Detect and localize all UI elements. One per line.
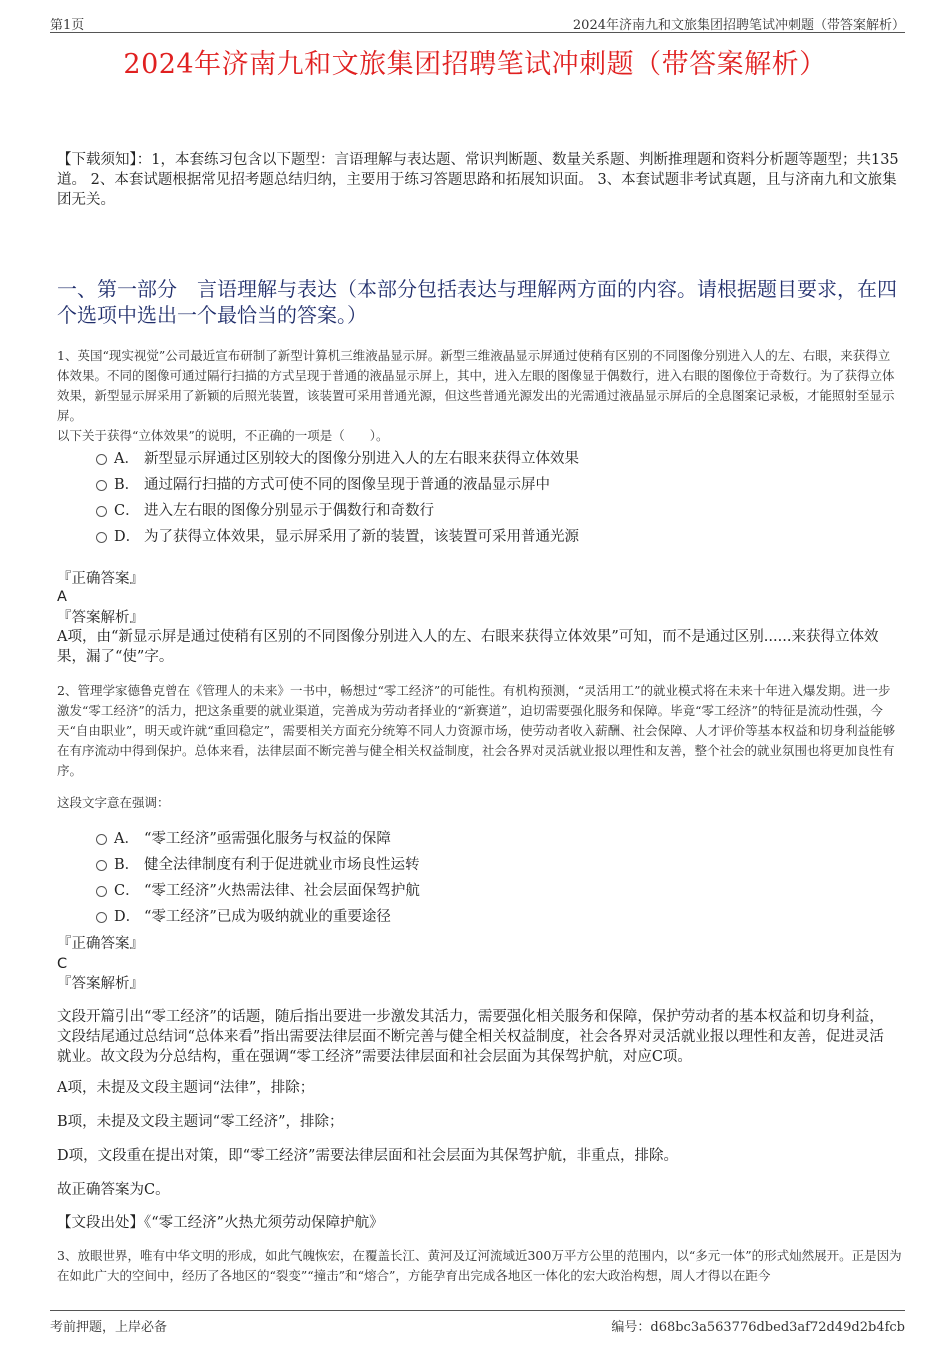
analysis-text: 文段开篇引出“零工经济”的话题，随后指出要进一步激发其活力，需要强化相关服务和保障，保护劳动者的基本权益和切身利益，文段结尾通过总结词“总体来看”指出需要法律层面不断完善与健全相关权益制度，社会各界对灵活就业报以理性和友善，促进灵活就业。故文段为分总结构，重在强调“零工经济”需要法律层面和社会层面为其保驾护航，对应C项。 bbox=[57, 1009, 884, 1065]
option-text: 新型显示屏通过区别较大的图像分别进入人的左右眼来获得立体效果 bbox=[144, 451, 579, 467]
download-notice: 【下载须知】：1，本套练习包含以下题型：言语理解与表达题、常识判断题、数量关系题、判断推理题和资料分析题等题型；共135道。 2、本套试题根据常见招考题总结归纳，主要用于练习答题思路和拓展知识面。 3、本套试题非考试真题，且与济南九和文旅集团无关。 bbox=[57, 152, 899, 208]
question-1-stem: 1、英国“现实视觉”公司最近宣布研制了新型计算机三维液晶显示屏。新型三维液晶显示屏通过使稍有区别的不同图像分别进入人的左、右眼，来获得立体效果。不同的图像可通过隔行扫描的方式呈现于普通的液晶显示屏上，其中，进入左眼的图像显于偶数行，进入右眼的图像位于奇数行。为了获得立体效果，新型显示屏采用了新颖的后照光装置，该装置可采用普通光源，但这些普通光源发出的光需通过液晶显示屏后的全息图案记录板，才能照射至显示屏。 bbox=[57, 348, 895, 423]
radio-icon[interactable] bbox=[96, 912, 107, 923]
question-2-prompt: 这段文字意在强调： bbox=[57, 795, 170, 810]
option-d[interactable] bbox=[96, 904, 896, 930]
question-1-options bbox=[96, 446, 896, 550]
question-2-options bbox=[96, 826, 896, 930]
option-letter: A． bbox=[114, 831, 139, 847]
option-b[interactable] bbox=[96, 852, 896, 878]
analysis-option-b: B项，未提及文段主题词“零工经济”，排除； bbox=[57, 1114, 344, 1130]
option-text: 健全法律制度有利于促进就业市场良性运转 bbox=[144, 857, 420, 873]
footer-slogan: 考前押题，上岸必备 bbox=[50, 1320, 168, 1335]
question-2-stem: 2、管理学家德鲁克曾在《管理人的未来》一书中，畅想过“零工经济”的可能性。有机构预测，“灵活用工”的就业模式将在未来十年进入爆发期。进一步激发“零工经济”的活力，把这条重要的就业渠道，完善成为劳动者择业的“新赛道”，迫切需要强化服务和保障。毕竟“零工经济”的特征是流动性强，今天“自由职业”，明天或许就“重回稳定”，需要相关方面充分统筹不同人力资源市场，使劳动者收入薪酬、社会保障、人才评价等基本权益和切身利益能够在有序流动中得到保护。总体来看，法律层面不断完善与健全相关权益制度，社会各界对灵活就业报以理性和友善，整个社会的就业氛围也将更加良性有序。 bbox=[57, 683, 896, 778]
page-footer bbox=[50, 1310, 905, 1335]
radio-icon[interactable] bbox=[96, 480, 107, 491]
answer-label: 『正确答案』 bbox=[57, 571, 144, 587]
option-letter: C． bbox=[114, 503, 140, 519]
page-title: 2024年济南九和文旅集团招聘笔试冲刺题（带答案解析） bbox=[123, 49, 827, 80]
option-a[interactable] bbox=[96, 826, 896, 852]
option-text: “零工经济”已成为吸纳就业的重要途径 bbox=[144, 909, 391, 925]
option-letter: B． bbox=[114, 857, 140, 873]
option-text: “零工经济”亟需强化服务与权益的保障 bbox=[144, 831, 391, 847]
option-d[interactable] bbox=[96, 524, 896, 550]
answer-value: A bbox=[57, 589, 67, 605]
analysis-label: 『答案解析』 bbox=[57, 976, 144, 992]
option-a[interactable] bbox=[96, 446, 896, 472]
analysis-option-a: A项，未提及文段主题词“法律”，排除； bbox=[57, 1080, 315, 1096]
radio-icon[interactable] bbox=[96, 834, 107, 845]
option-c[interactable] bbox=[96, 498, 896, 524]
page-number: 第1页 bbox=[50, 18, 85, 33]
radio-icon[interactable] bbox=[96, 886, 107, 897]
analysis-conclusion: 故正确答案为C。 bbox=[57, 1182, 170, 1198]
option-c[interactable] bbox=[96, 878, 896, 904]
answer-value: C bbox=[57, 956, 68, 972]
option-text: 通过隔行扫描的方式可使不同的图像呈现于普通的液晶显示屏中 bbox=[144, 477, 550, 493]
radio-icon[interactable] bbox=[96, 506, 107, 517]
radio-icon[interactable] bbox=[96, 860, 107, 871]
question-3-stem: 3、放眼世界，唯有中华文明的形成，如此气魄恢宏，在覆盖长江、黄河及辽河流域近300万平方公里的范围内，以“多元一体”的形式灿然展开。正是因为在如此广大的空间中，经历了各地区的“裂变”“撞击”和“熔合”，方能孕育出完成各地区一体化的宏大政治构想，周人才得以在距今 bbox=[57, 1248, 902, 1283]
option-b[interactable] bbox=[96, 472, 896, 498]
option-letter: D． bbox=[114, 909, 141, 925]
option-text: “零工经济”火热需法律、社会层面保驾护航 bbox=[144, 883, 420, 899]
footer-code: 编号：d68bc3a563776dbed3af72d49d2b4fcb bbox=[611, 1320, 905, 1335]
radio-icon[interactable] bbox=[96, 454, 107, 465]
option-letter: D． bbox=[114, 529, 141, 545]
page-header bbox=[50, 12, 905, 33]
question-1-prompt: 以下关于获得“立体效果”的说明，不正确的一项是（ ）。 bbox=[57, 428, 389, 443]
option-text: 为了获得立体效果，显示屏采用了新的装置，该装置可采用普通光源 bbox=[144, 529, 579, 545]
analysis-text: A项，由“新显示屏是通过使稍有区别的不同图像分别进入人的左、右眼来获得立体效果”可知，而不是通过区别......来获得立体效果，漏了“使”字。 bbox=[57, 629, 879, 665]
answer-label: 『正确答案』 bbox=[57, 936, 144, 952]
section-title: 一、第一部分 言语理解与表达（本部分包括表达与理解两方面的内容。请根据题目要求，在四个选项中选出一个最恰当的答案。） bbox=[57, 277, 897, 327]
analysis-label: 『答案解析』 bbox=[57, 610, 144, 626]
option-letter: B． bbox=[114, 477, 140, 493]
option-letter: C． bbox=[114, 883, 140, 899]
radio-icon[interactable] bbox=[96, 532, 107, 543]
text-source: 【文段出处】《“零工经济”火热尤须劳动保障护航》 bbox=[57, 1215, 384, 1231]
analysis-option-d: D项，文段重在提出对策，即“零工经济”需要法律层面和社会层面为其保驾护航，非重点，排除。 bbox=[57, 1148, 678, 1164]
header-doc-title: 2024年济南九和文旅集团招聘笔试冲刺题（带答案解析） bbox=[572, 18, 905, 33]
option-letter: A． bbox=[114, 451, 139, 467]
option-text: 进入左右眼的图像分别显示于偶数行和奇数行 bbox=[144, 503, 434, 519]
